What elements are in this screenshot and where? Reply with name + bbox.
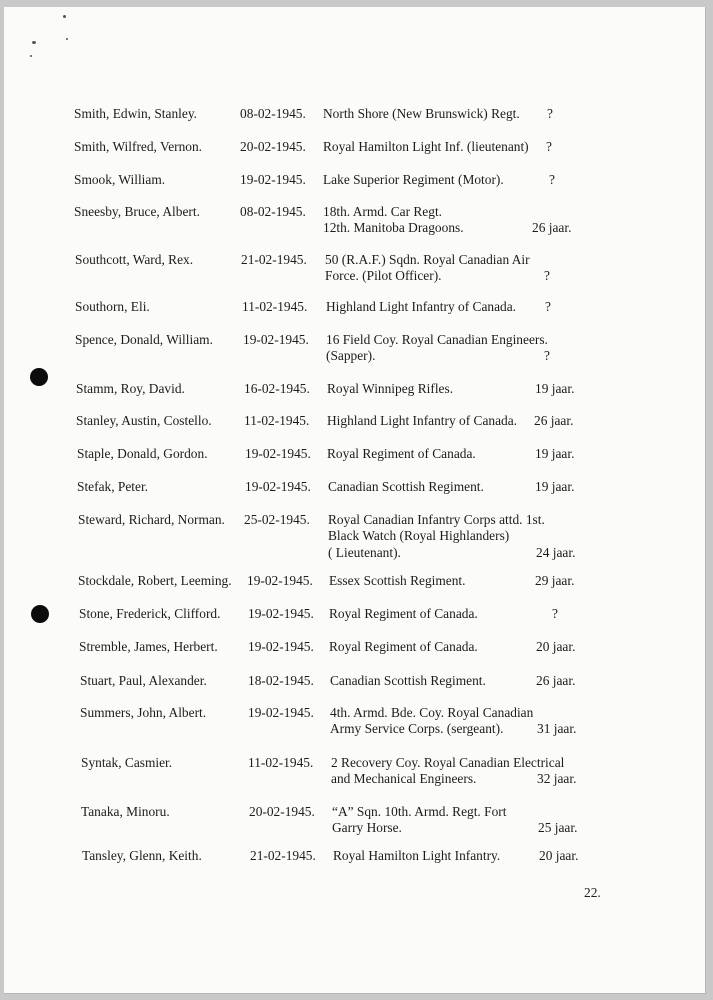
entry-unit: Royal Winnipeg Rifles. [327, 381, 454, 396]
entry-unit: Royal Hamilton Light Infantry. [333, 848, 501, 863]
entry-date: 19-02-1945. [248, 705, 314, 720]
punch-hole-bottom [31, 605, 49, 623]
entry-name: Steward, Richard, Norman. [78, 512, 225, 527]
entry-name: Southorn, Eli. [75, 299, 150, 314]
entry-age: 29 jaar. [535, 573, 575, 588]
entry-unit-line: Army Service Corps. (sergeant). [330, 721, 504, 736]
entry-date: 16-02-1945. [244, 381, 310, 396]
entry-date: 19-02-1945. [248, 639, 314, 654]
entry-date: 19-02-1945. [245, 446, 311, 461]
entry-name: Spence, Donald, William. [75, 332, 213, 347]
entry-name: Stamm, Roy, David. [76, 381, 185, 396]
entry-unit: Highland Light Infantry of Canada. [327, 413, 518, 428]
entry-date: 19-02-1945. [247, 573, 313, 588]
entry-unit: 2 Recovery Coy. Royal Canadian Electrical [331, 755, 565, 770]
scan-speck [66, 38, 68, 40]
entry-date: 11-02-1945. [248, 755, 314, 770]
page-number: 22. [584, 885, 601, 900]
entry-age: 26 jaar. [536, 673, 576, 688]
entry-date: 21-02-1945. [241, 252, 307, 267]
entry-age: 19 jaar. [535, 381, 575, 396]
entry-date: 19-02-1945. [243, 332, 309, 347]
entry-name: Southcott, Ward, Rex. [75, 252, 194, 267]
entry-unit-line: Black Watch (Royal Highlanders) [328, 528, 510, 543]
entry-age: ? [549, 172, 555, 187]
entry-name: Sneesby, Bruce, Albert. [74, 204, 200, 219]
entry-age: ? [552, 606, 558, 621]
entry-date: 25-02-1945. [244, 512, 310, 527]
entry-unit: 16 Field Coy. Royal Canadian Engineers. [326, 332, 548, 347]
entry-unit: Canadian Scottish Regiment. [328, 479, 484, 494]
scan-speck [32, 41, 36, 44]
entry-age: 20 jaar. [539, 848, 579, 863]
entry-unit: Lake Superior Regiment (Motor). [323, 172, 504, 187]
entry-unit: Royal Canadian Infantry Corps attd. 1st. [328, 512, 545, 527]
entry-unit: Canadian Scottish Regiment. [330, 673, 486, 688]
punch-hole-top [30, 368, 48, 386]
entry-name: Stone, Frederick, Clifford. [79, 606, 221, 621]
document-page [4, 7, 706, 994]
entry-unit: Royal Regiment of Canada. [329, 639, 478, 654]
entry-age: 26 jaar. [532, 220, 572, 235]
entry-date: 19-02-1945. [245, 479, 311, 494]
entry-name: Stuart, Paul, Alexander. [80, 673, 207, 688]
entry-name: Stremble, James, Herbert. [79, 639, 218, 654]
entry-name: Tansley, Glenn, Keith. [82, 848, 202, 863]
entry-date: 11-02-1945. [244, 413, 310, 428]
entry-age: 24 jaar. [536, 545, 576, 560]
entry-age: 31 jaar. [537, 721, 577, 736]
entry-age: 19 jaar. [535, 446, 575, 461]
entry-unit-line: ( Lieutenant). [328, 545, 401, 560]
entry-unit-line: 12th. Manitoba Dragoons. [323, 220, 464, 235]
entry-date: 19-02-1945. [248, 606, 314, 621]
entry-unit-line: and Mechanical Engineers. [331, 771, 477, 786]
entry-age: ? [546, 139, 552, 154]
entry-date: 11-02-1945. [242, 299, 308, 314]
entry-date: 19-02-1945. [240, 172, 306, 187]
entry-unit: Royal Regiment of Canada. [329, 606, 478, 621]
entry-name: Summers, John, Albert. [80, 705, 207, 720]
entry-age: ? [544, 268, 550, 283]
entry-date: 08-02-1945. [240, 204, 306, 219]
entry-name: Staple, Donald, Gordon. [77, 446, 208, 461]
entry-name: Stefak, Peter. [77, 479, 149, 494]
entry-age: 26 jaar. [534, 413, 574, 428]
scan-speck [30, 55, 32, 57]
entry-unit: “A” Sqn. 10th. Armd. Regt. Fort [332, 804, 507, 819]
entry-unit: Royal Regiment of Canada. [327, 446, 476, 461]
entry-unit: Royal Hamilton Light Inf. (lieutenant) [323, 139, 529, 154]
entry-name: Stanley, Austin, Costello. [76, 413, 212, 428]
entry-age: ? [545, 299, 551, 314]
entry-name: Smith, Edwin, Stanley. [74, 106, 197, 121]
entry-age: 25 jaar. [538, 820, 578, 835]
entry-age: 32 jaar. [537, 771, 577, 786]
entry-unit: 18th. Armd. Car Regt. [323, 204, 443, 219]
entry-age: ? [544, 348, 550, 363]
entry-name: Smith, Wilfred, Vernon. [74, 139, 203, 154]
scan-speck [63, 15, 66, 18]
entry-date: 18-02-1945. [248, 673, 314, 688]
entry-date: 20-02-1945. [249, 804, 315, 819]
entry-name: Syntak, Casmier. [81, 755, 173, 770]
entry-unit: 4th. Armd. Bde. Coy. Royal Canadian [330, 705, 534, 720]
entry-unit: North Shore (New Brunswick) Regt. [323, 106, 520, 121]
entry-unit: Essex Scottish Regiment. [329, 573, 466, 588]
entry-unit-line: Force. (Pilot Officer). [325, 268, 442, 283]
entry-unit: 50 (R.A.F.) Sqdn. Royal Canadian Air [325, 252, 530, 267]
entry-name: Smook, William. [74, 172, 166, 187]
entry-date: 21-02-1945. [250, 848, 316, 863]
entry-date: 08-02-1945. [240, 106, 306, 121]
entry-age: ? [547, 106, 553, 121]
entry-age: 19 jaar. [535, 479, 575, 494]
entry-name: Tanaka, Minoru. [81, 804, 170, 819]
entry-unit: Highland Light Infantry of Canada. [326, 299, 517, 314]
entry-name: Stockdale, Robert, Leeming. [78, 573, 232, 588]
entry-unit-line: (Sapper). [326, 348, 376, 363]
entry-unit-line: Garry Horse. [332, 820, 402, 835]
entry-date: 20-02-1945. [240, 139, 306, 154]
entry-age: 20 jaar. [536, 639, 576, 654]
